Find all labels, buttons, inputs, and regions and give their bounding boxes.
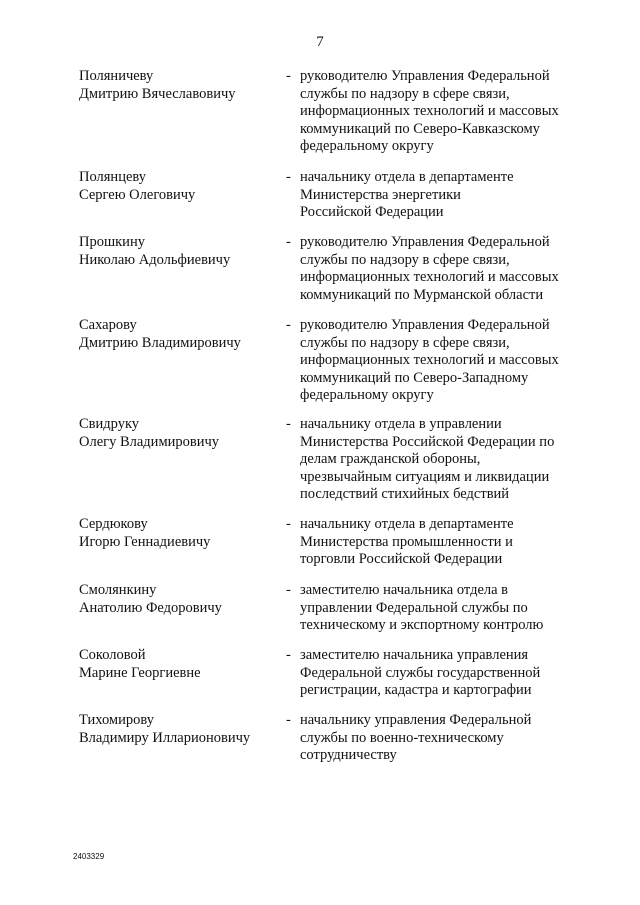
document-code: 2403329 [73, 852, 105, 861]
entry-dash: - [286, 234, 291, 250]
person-name: Смолянкину Анатолию Федоровичу [79, 582, 222, 616]
person-position: руководителю Управления Федеральной службы по надзору в сфере связи, информационных технологий и массовых коммуникаций по Мурманской области [300, 234, 559, 303]
entry-dash: - [286, 169, 291, 185]
person-position: начальнику отдела в департаменте Министерства энергетики Российской Федерации [300, 169, 514, 220]
person-name: Тихомирову Владимиру Илларионовичу [79, 712, 251, 746]
person-name: Свидруку Олегу Владимировичу [79, 416, 220, 450]
person-position: руководителю Управления Федеральной службы по надзору в сфере связи, информационных технологий и массовых коммуникаций по Северо-Западному федеральному округу [300, 317, 559, 403]
person-name: Поляничеву Дмитрию Вячеславовичу [79, 68, 236, 102]
entry-dash: - [286, 68, 291, 84]
person-name: Полянцеву Сергею Олеговичу [79, 169, 196, 203]
person-position: начальнику отдела в управлении Министерства Российской Федерации по делам гражданской обороны, чрезвычайным ситуациям и ликвидации последствий стихийных бедствий [300, 416, 555, 502]
entry-dash: - [286, 317, 291, 333]
person-name: Соколовой Марине Георгиевне [79, 647, 201, 681]
entry-dash: - [286, 516, 291, 532]
entry-dash: - [286, 647, 291, 663]
page-number: 7 [316, 34, 324, 50]
person-position: начальнику управления Федеральной службы по военно-техническому сотрудничеству [300, 712, 532, 763]
entry-dash: - [286, 712, 291, 728]
person-position: начальнику отдела в департаменте Министерства промышленности и торговли Российской Федерации [300, 516, 514, 567]
person-name: Сахарову Дмитрию Владимировичу [79, 317, 241, 351]
entry-dash: - [286, 416, 291, 432]
entry-dash: - [286, 582, 291, 598]
person-name: Прошкину Николаю Адольфиевичу [79, 234, 231, 268]
person-position: заместителю начальника управления Федеральной службы государственной регистрации, кадастра и картографии [300, 647, 541, 698]
person-name: Сердюкову Игорю Геннадиевичу [79, 516, 211, 550]
person-position: заместителю начальника отдела в управлении Федеральной службы по техническому и экспортному контролю [300, 582, 544, 633]
person-position: руководителю Управления Федеральной службы по надзору в сфере связи, информационных технологий и массовых коммуникаций по Северо-Кавказскому федеральному округу [300, 68, 559, 154]
